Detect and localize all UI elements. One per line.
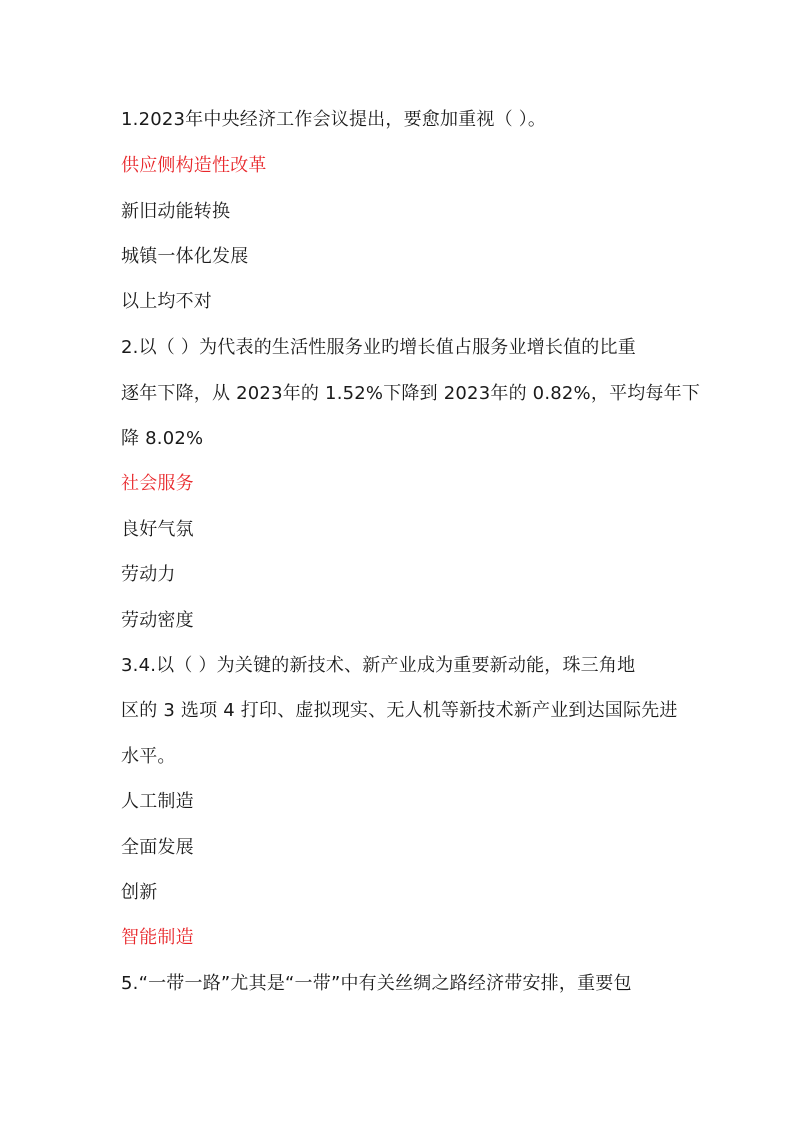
- question-1-answer: 供应侧构造性改革: [121, 155, 267, 176]
- question-2-option: 劳动密度: [121, 610, 194, 631]
- question-5-stem-line: 5.“一带一路”尤其是“一带”中有关丝绸之路经济带安排，重要包: [121, 973, 632, 994]
- question-1-option: 以上均不对: [121, 291, 212, 312]
- question-1-option: 新旧动能转换: [121, 201, 231, 222]
- question-3-option: 全面发展: [121, 837, 194, 858]
- question-3-stem-line: 区的 3 选项 4 打印、虚拟现实、无人机等新技术新产业到达国际先进: [121, 700, 678, 721]
- question-3-stem-line: 水平。: [121, 746, 176, 767]
- question-2-option: 劳动力: [121, 564, 176, 585]
- question-1-stem: 1.2023年中央经济工作会议提出，要愈加重视（ ）。: [121, 109, 547, 130]
- question-2-answer: 社会服务: [121, 473, 194, 494]
- question-1-option: 城镇一体化发展: [121, 246, 249, 267]
- question-2-stem-line: 降 8.02%: [121, 428, 204, 449]
- question-2-stem-line: 2.以（ ）为代表的生活性服务业旳增长值占服务业增长值的比重: [121, 337, 636, 358]
- question-2-stem-line: 逐年下降，从 2023年的 1.52%下降到 2023年的 0.82%，平均每年下: [121, 383, 701, 404]
- question-3-answer: 智能制造: [121, 927, 194, 948]
- question-3-option: 人工制造: [121, 791, 194, 812]
- question-3-stem-line: 3.4.以（ ）为关键的新技术、新产业成为重要新动能，珠三角地: [121, 655, 636, 676]
- question-2-option: 良好气氛: [121, 519, 194, 540]
- question-3-option: 创新: [121, 882, 158, 903]
